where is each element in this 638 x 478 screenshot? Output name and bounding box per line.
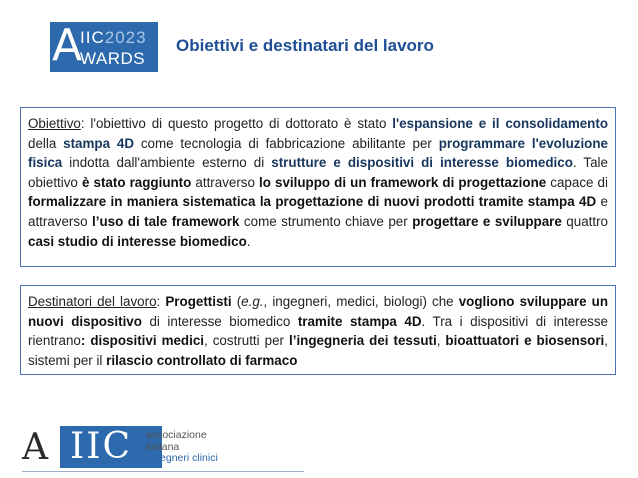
recipients-highlight: vogliono sviluppare un nuovi dispositivo [28, 294, 608, 329]
aiic-logo-a: A [22, 427, 50, 468]
objective-text: come strumento chiave per [239, 213, 413, 229]
aiic-logo-iic: IIC [60, 426, 162, 468]
objective-highlight: lo sviluppo di un framework di progettazione [259, 174, 547, 190]
aiic-logo-text-line1: associazione [146, 429, 207, 441]
objective-text: . Tale obiettivo [28, 155, 608, 190]
page-title: Obiettivi e destinatari del lavoro [176, 36, 434, 55]
recipients-text: . Tra i dispositivi di interesse rientrano [28, 313, 608, 349]
recipients-text: di interesse biomedico [141, 313, 298, 329]
recipients-text: , ingegneri, medici, biologi) che [263, 294, 459, 309]
objective-text: della [28, 135, 64, 151]
recipients-highlight: tramite stampa 4D [297, 313, 422, 329]
recipients-text: , costrutti per [204, 333, 289, 349]
objective-text: e attraverso [28, 194, 608, 229]
objective-highlight: casi studio di interesse biomedico [28, 233, 247, 249]
objective-highlight: l'espansione e il consolidamento [392, 116, 608, 131]
objective-highlight: strutture e dispositivi di interesse biomedico [271, 155, 573, 171]
recipients-box [20, 285, 616, 375]
objective-text: indotta dall'ambiente esterno di [62, 155, 272, 171]
recipients-italic: e.g. [241, 294, 264, 309]
objective-highlight: è stato raggiunto [81, 174, 192, 190]
objective-highlight: programmare l'evoluzione fisica [28, 135, 608, 171]
recipients-text: : [156, 294, 166, 309]
objective-highlight: stampa 4D [63, 135, 134, 151]
objective-text: capace di [546, 174, 608, 190]
recipients-highlight: : dispositivi medici [80, 333, 204, 349]
objective-highlight: progettare e sviluppare [412, 213, 562, 229]
footer-divider [22, 471, 304, 472]
awards-logo-iic: IIC [80, 28, 105, 47]
awards-logo-line1 [80, 28, 147, 48]
recipients-highlight: bioattuatori e biosensori [445, 333, 605, 349]
objective-text: . [246, 233, 251, 249]
recipients-highlight: rilascio controllato di farmaco [106, 352, 298, 368]
recipients-text: , [436, 333, 446, 349]
recipients-highlight: Progettisti [165, 294, 232, 309]
objective-box [20, 107, 616, 267]
awards-logo-letter: A [52, 20, 83, 71]
recipients-text: , sistemi per il [28, 333, 608, 368]
objective-highlight: formalizzare in maniera sistematica la progettazione di nuovi prodotti tramite stampa 4D [28, 194, 597, 210]
recipients-text: ( [231, 294, 242, 309]
objective-text: come tecnologia di fabbricazione abilitante per [134, 135, 439, 151]
objective-text: quattro [561, 213, 609, 229]
recipients-highlight: l’ingegneria dei tessuti [289, 333, 437, 349]
objective-text: : l'obiettivo di questo progetto di dottorato è stato [80, 116, 393, 131]
objective-label: Obiettivo [28, 116, 81, 131]
awards-logo-year: 2023 [104, 28, 147, 47]
aiic-logo-text [146, 430, 218, 465]
awards-logo-line2: WARDS [80, 49, 146, 68]
recipients-label: Destinatori del lavoro [28, 294, 157, 309]
aiic-association-logo [22, 426, 312, 468]
aiic-logo-text-line2: italiana [146, 440, 180, 453]
aiic-awards-2023-logo [50, 22, 158, 72]
objective-highlight: l’uso di tale framework [92, 213, 240, 229]
aiic-logo-text-line3: ingegneri clinici [146, 452, 218, 464]
objective-text: attraverso [191, 174, 260, 190]
